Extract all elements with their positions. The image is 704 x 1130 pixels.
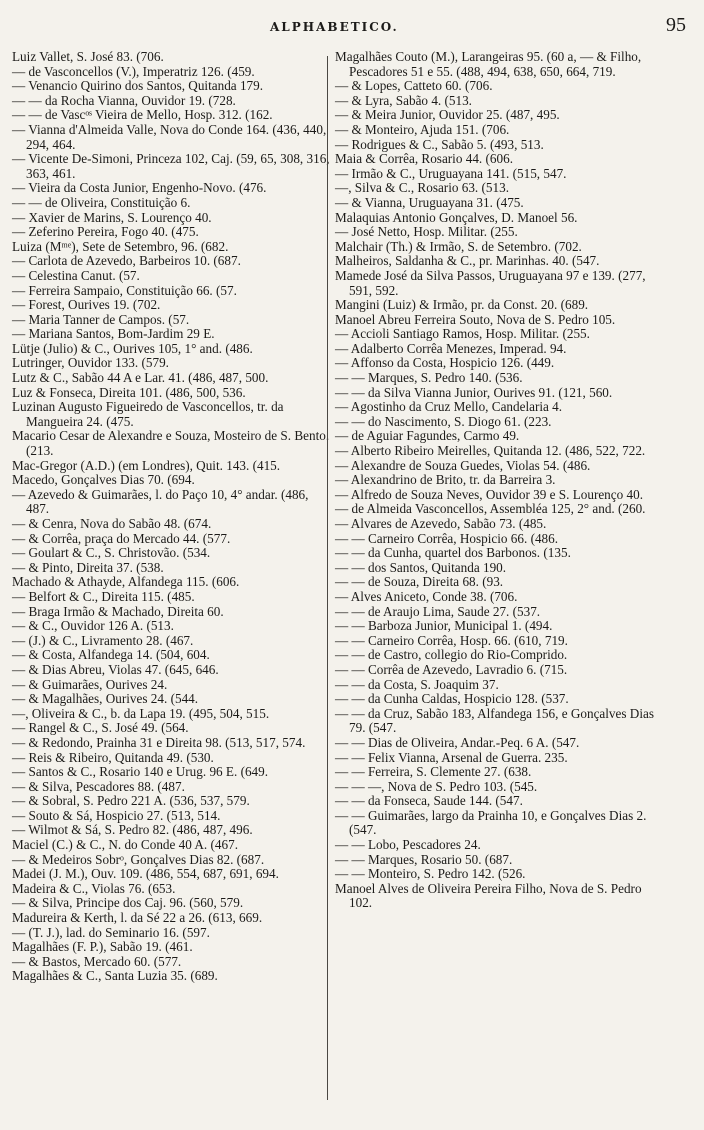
directory-entry: Lutringer, Ouvidor 133. (579. [12, 355, 169, 371]
directory-entry: — — Carneiro Corrêa, Hospicio 66. (486. [335, 530, 559, 546]
directory-entry: — — Marques, S. Pedro 140. (536. [335, 370, 523, 386]
directory-entry: — — de Vascᵒˢ Vieira de Mello, Hosp. 312. (162. [12, 107, 273, 123]
directory-entry: — Alfredo de Souza Neves, Ouvidor 39 e S. Lourenço 40. [335, 486, 644, 502]
directory-entry: Malaquias Antonio Gonçalves, D. Manoel 56. [335, 209, 578, 225]
directory-entry: — Rangel & C., S. José 49. (564. [12, 720, 189, 736]
directory-entry: — — do Nascimento, S. Diogo 61. (223. [335, 413, 552, 429]
directory-entry: — José Netto, Hosp. Militar. (255. [335, 224, 518, 240]
directory-entry: — — dos Santos, Quitanda 190. [335, 559, 507, 575]
directory-entry: — — da Cunha, quartel dos Barbonos. (135. [335, 545, 571, 561]
directory-entry: — & Pinto, Direita 37. (538. [12, 559, 164, 575]
directory-entry: — Agostinho da Cruz Mello, Candelaria 4. [335, 399, 563, 415]
directory-entry: — Goulart & C., S. Christovão. (534. [12, 545, 211, 561]
directory-entry: — & Costa, Alfandega 14. (504, 604. [12, 647, 210, 663]
directory-entry: — & Cenra, Nova do Sabão 48. (674. [12, 516, 212, 531]
directory-entry: Magalhães Couto (M.), Larangeiras 95. (60 a, — & Filho, Pescadores 51 e 55. (488, 494, 638, 650, 664, 719. [335, 49, 642, 79]
directory-entry: — de Vasconcellos (V.), Imperatriz 126. (459. [12, 63, 255, 79]
directory-entry: — — Guimarães, largo da Prainha 10, e Gonçalves Dias 2. (547. [335, 807, 647, 838]
directory-entry: — — Marques, Rosario 50. (687. [335, 851, 513, 867]
directory-entry: — de Almeida Vasconcellos, Assembléa 125, 2° and. (260. [335, 501, 646, 517]
directory-entry: — — de Araujo Lima, Saude 27. (537. [335, 603, 541, 619]
directory-entry: — Vieira da Costa Junior, Engenho-Novo. (476. [12, 180, 267, 196]
directory-entry: — Vicente De-Simoni, Princeza 102, Caj. (59, 65, 308, 316, 363, 461. [12, 151, 330, 181]
directory-entry: — Belfort & C., Direita 115. (485. [12, 588, 195, 604]
directory-entry: — Forest, Ourives 19. (702. [12, 297, 161, 313]
directory-entry: — — da Fonseca, Saude 144. (547. [335, 793, 523, 809]
directory-entry: — & Vianna, Uruguayana 31. (475. [335, 194, 524, 210]
directory-entry: Machado & Athayde, Alfandega 115. (606. [12, 574, 240, 590]
directory-entry: — Braga Irmão & Machado, Direita 60. [12, 603, 224, 619]
directory-entry: — Alexandrino de Brito, tr. da Barreira 3. [335, 472, 556, 488]
directory-entry: — Ferreira Sampaio, Constituição 66. (57. [12, 282, 237, 298]
directory-entry: — Azevedo & Guimarães, l. do Paço 10, 4° andar. (486, 487. [12, 486, 309, 517]
directory-entry: — de Aguiar Fagundes, Carmo 49. [335, 428, 520, 444]
directory-entry: — — da Cunha Caldas, Hospicio 128. (537. [335, 691, 569, 707]
directory-entry: — Mariana Santos, Bom-Jardim 29 E. [12, 326, 215, 342]
directory-entry: Magalhães (F. P.), Sabão 19. (461. [12, 939, 193, 955]
directory-entry: — — Carneiro Corrêa, Hosp. 66. (610, 719. [335, 632, 568, 648]
directory-entry: Luzinan Augusto Figueiredo de Vasconcellos, tr. da Mangueira 24. (475. [12, 399, 284, 429]
directory-entry: — — Ferreira, S. Clemente 27. (638. [335, 764, 532, 780]
directory-entry: — — Monteiro, S. Pedro 142. (526. [335, 866, 526, 882]
directory-entry: — & Corrêa, praça do Mercado 44. (577. [12, 530, 231, 546]
directory-entry: — Celestina Canut. (57. [12, 267, 140, 283]
directory-entry: Macedo, Gonçalves Dias 70. (694. [12, 472, 195, 488]
directory-entry: Madureira & Kerth, l. da Sé 22 a 26. (613, 669. [12, 910, 263, 926]
directory-entry: — Vianna d'Almeida Valle, Nova do Conde 164. (436, 440, 294, 464. [12, 121, 327, 152]
directory-entry: — Alves Aniceto, Conde 38. (706. [335, 588, 518, 604]
directory-entry: — — Barboza Junior, Municipal 1. (494. [335, 618, 553, 634]
directory-entry: — — da Cruz, Sabão 183, Alfandega 156, e Gonçalves Dias 79. (547. [335, 705, 654, 736]
page-number: 95 [666, 14, 686, 36]
directory-entry: Mangini (Luiz) & Irmão, pr. da Const. 20. (689. [335, 297, 589, 313]
directory-entry: — Venancio Quirino dos Santos, Quitanda 179. [12, 78, 264, 94]
directory-entry: — & Medeiros Sobrᵒ, Gonçalves Dias 82. (687. [12, 851, 265, 867]
directory-entry: Lutz & C., Sabão 44 A e Lar. 41. (486, 487, 500. [12, 370, 269, 386]
directory-entry: Lütje (Julio) & C., Ourives 105, 1° and. (486. [12, 340, 253, 356]
directory-entry: — Reis & Ribeiro, Quitanda 49. (530. [12, 749, 214, 765]
directory-entry: Luiz Vallet, S. José 83. (706. [12, 49, 164, 64]
directory-entry: — — de Castro, collegio do Rio-Comprido. [335, 647, 568, 663]
directory-entry: Maciel (C.) & C., N. do Conde 40 A. (467. [12, 837, 238, 853]
directory-entry: — — de Souza, Direita 68. (93. [335, 574, 504, 590]
directory-entry: — (T. J.), lad. do Seminario 16. (597. [12, 924, 210, 940]
directory-entry: — & Sobral, S. Pedro 221 A. (536, 537, 579. [12, 793, 250, 809]
directory-entry: — Alberto Ribeiro Meirelles, Quitanda 12. (486, 522, 722. [335, 443, 646, 459]
directory-entry: — Zeferino Pereira, Fogo 40. (475. [12, 224, 199, 240]
directory-entry: — Rodrigues & C., Sabão 5. (493, 513. [335, 136, 544, 152]
directory-entry: Malheiros, Saldanha & C., pr. Marinhas. 40. (547. [335, 253, 600, 269]
directory-entry: Mac-Gregor (A.D.) (em Londres), Quit. 143. (415. [12, 457, 281, 473]
directory-entry: — Wilmot & Sá, S. Pedro 82. (486, 487, 496. [12, 822, 253, 838]
directory-entry: — — Corrêa de Azevedo, Lavradio 6. (715. [335, 661, 568, 677]
directory-entry: — & Lopes, Catteto 60. (706. [335, 78, 493, 94]
directory-entry: — & Silva, Principe dos Caj. 96. (560, 579. [12, 895, 244, 911]
column-divider [327, 56, 328, 1100]
directory-entry: — — Lobo, Pescadores 24. [335, 837, 481, 853]
directory-entry: — & Dias Abreu, Violas 47. (645, 646. [12, 661, 219, 677]
page-header [0, 14, 704, 42]
directory-entry: Manoel Alves de Oliveira Pereira Filho, Nova de S. Pedro 102. [335, 880, 642, 911]
directory-entry: Luz & Fonseca, Direita 101. (486, 500, 536. [12, 384, 246, 400]
directory-entry: — Souto & Sá, Hospicio 27. (513, 514. [12, 807, 221, 823]
directory-entry: — Maria Tanner de Campos. (57. [12, 311, 190, 327]
directory-entry: — & Lyra, Sabão 4. (513. [335, 92, 472, 108]
directory-entry: — & Monteiro, Ajuda 151. (706. [335, 121, 510, 137]
directory-entry: Macario Cesar de Alexandre e Souza, Mosteiro de S. Bento. (213. [12, 428, 330, 459]
directory-entry: Manoel Abreu Ferreira Souto, Nova de S. Pedro 105. [335, 311, 616, 327]
directory-entry: — & C., Ouvidor 126 A. (513. [12, 618, 174, 634]
directory-entry: —, Silva & C., Rosario 63. (513. [335, 180, 510, 196]
directory-entry: Madei (J. M.), Ouv. 109. (486, 554, 687, 691, 694. [12, 866, 279, 882]
directory-entry: — & Silva, Pescadores 88. (487. [12, 778, 185, 794]
directory-entry: — Alvares de Azevedo, Sabão 73. (485. [335, 516, 547, 531]
directory-entry: — (J.) & C., Livramento 28. (467. [12, 632, 194, 648]
directory-entry: — — de Oliveira, Constituição 6. [12, 194, 191, 210]
directory-entry: — & Meira Junior, Ouvidor 25. (487, 495. [335, 107, 560, 123]
left-column [12, 50, 332, 984]
directory-entry: Malchair (Th.) & Irmão, S. de Setembro. (702. [335, 238, 582, 254]
directory-entry: Mamede José da Silva Passos, Uruguayana 97 e 139. (277, 591, 592. [335, 267, 646, 298]
directory-entry: — Affonso da Costa, Hospicio 126. (449. [335, 355, 555, 371]
directory-entry: —, Oliveira & C., b. da Lapa 19. (495, 504, 515. [12, 705, 270, 721]
directory-entry: — Carlota de Azevedo, Barbeiros 10. (687. [12, 253, 241, 269]
directory-entry: — — Felix Vianna, Arsenal de Guerra. 235. [335, 749, 568, 765]
directory-entry: — — Dias de Oliveira, Andar.-Peq. 6 A. (547. [335, 734, 580, 750]
directory-entry: Madeira & C., Violas 76. (653. [12, 880, 176, 896]
directory-entry: Luiza (Mᵐᵉ), Sete de Setembro, 96. (682. [12, 238, 229, 254]
directory-entry: — — da Costa, S. Joaquim 37. [335, 676, 499, 692]
directory-entry: — Santos & C., Rosario 140 e Urug. 96 E. (649. [12, 764, 269, 780]
right-column [335, 50, 667, 911]
directory-entry: — Adalberto Corrêa Menezes, Imperad. 94. [335, 340, 567, 356]
directory-entry: — — —, Nova de S. Pedro 103. (545. [335, 778, 538, 794]
directory-entry: — — da Rocha Vianna, Ouvidor 19. (728. [12, 92, 236, 108]
directory-entry: — Alexandre de Souza Guedes, Violas 54. (486. [335, 457, 591, 473]
directory-entry: — & Bastos, Mercado 60. (577. [12, 953, 182, 969]
directory-entry: — Irmão & C., Uruguayana 141. (515, 547. [335, 165, 567, 181]
directory-entry: — & Magalhães, Ourives 24. (544. [12, 691, 199, 707]
directory-entry: — & Guimarães, Ourives 24. [12, 676, 168, 692]
directory-entry: — Accioli Santiago Ramos, Hosp. Militar. (255. [335, 326, 590, 342]
directory-entry: Magalhães & C., Santa Luzia 35. (689. [12, 968, 218, 984]
directory-entry: Maia & Corrêa, Rosario 44. (606. [335, 151, 513, 167]
directory-entry: — Xavier de Marins, S. Lourenço 40. [12, 209, 212, 225]
directory-entry: — — da Silva Vianna Junior, Ourives 91. (121, 560. [335, 384, 613, 400]
running-title: ALPHABETICO. [270, 20, 399, 34]
directory-entry: — & Redondo, Prainha 31 e Direita 98. (513, 517, 574. [12, 734, 306, 750]
